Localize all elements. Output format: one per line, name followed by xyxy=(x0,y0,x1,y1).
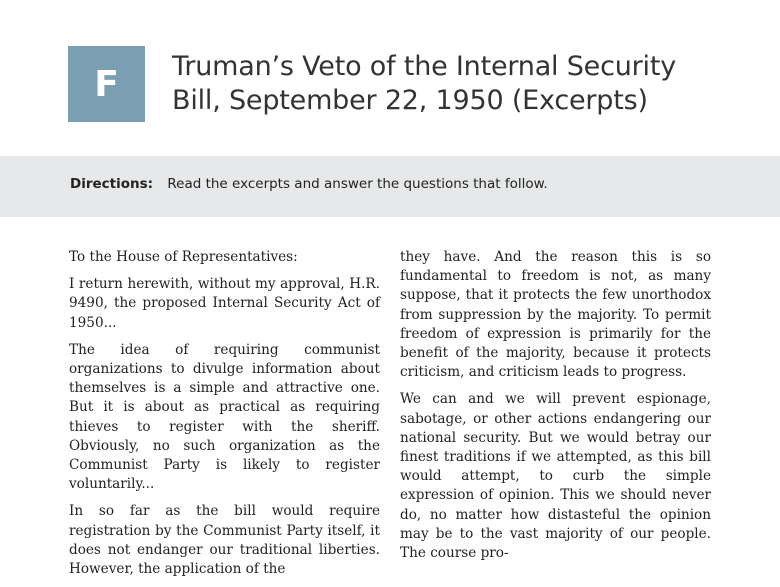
right-text-column xyxy=(400,248,711,571)
paragraph: they have. And the reason this is so fundamental to freedom is not, as many suppose, that it protects the few unorthodox from suppression by the majority. To permit freedom of expression is primarily for the benefit of the majority, because it protects criticism, and criticism leads to progress. xyxy=(400,249,711,381)
paragraph: We can and we will prevent espionage, sabotage, or other actions endangering our national security. But we would betray our finest traditions if we attempted, as this bill would attempt, to curb the simple expression of opinion. This we should never do, no matter how distasteful the opinion may be to the vast majority of our people. The course pro- xyxy=(400,391,711,562)
directions-instruction: Read the excerpts and answer the questions that follow. xyxy=(167,176,548,192)
paragraph: The idea of requiring communist organizations to divulge information about themselves is a simple and attractive one. But it is about as practical as requiring thieves to register with the sheriff. Obviously, no such organization as the Communist Party is likely to register voluntarily... xyxy=(69,341,380,493)
directions-banner xyxy=(0,156,780,217)
title-line-1: Truman’s Veto of the Internal Security xyxy=(172,51,677,82)
left-text-column xyxy=(69,248,380,587)
section-letter-badge: F xyxy=(68,46,145,122)
salutation: To the House of Representatives: xyxy=(69,249,298,265)
directions-label: Directions: xyxy=(70,176,154,192)
paragraph: In so far as the bill would require registration by the Communist Party itself, it does not endanger our traditional liberties. However, the application of the xyxy=(69,503,380,578)
paragraph: I return herewith, without my approval, H.R. 9490, the proposed Internal Security Act of 1950... xyxy=(69,276,380,331)
document-title xyxy=(172,50,752,118)
title-line-2: Bill, September 22, 1950 (Excerpts) xyxy=(172,85,648,116)
directions-text xyxy=(70,176,548,192)
